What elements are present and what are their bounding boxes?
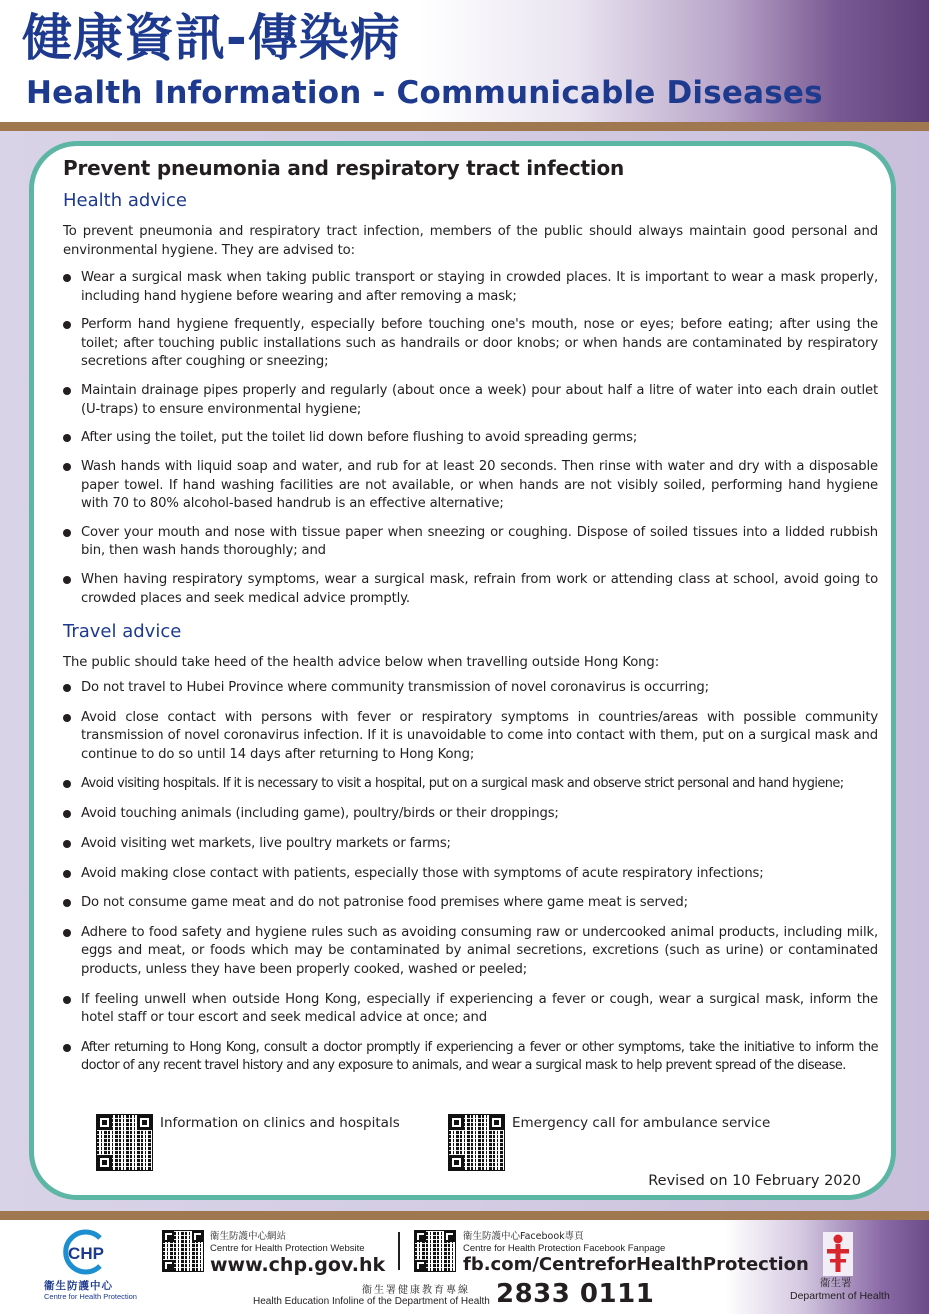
header-banner xyxy=(0,0,929,122)
list-item xyxy=(63,316,878,372)
qr-code-icon[interactable] xyxy=(162,1230,204,1272)
list-item-text: Do not consume game meat and do not patronise food premises where game meat is served; xyxy=(81,895,688,911)
qr-code-icon[interactable] xyxy=(96,1114,153,1171)
footer xyxy=(0,1220,929,1314)
list-item xyxy=(63,269,878,306)
list-item-text: Do not travel to Hubei Province where community transmission of novel coronavirus is occurring; xyxy=(81,680,709,696)
list-item xyxy=(63,775,878,794)
list-item-text: Cover your mouth and nose with tissue paper when sneezing or coughing. Dispose of soiled tissues into a lidded rubbish bin, then wash hands thoroughly; and xyxy=(81,524,878,559)
hotline-label-english: Health Education Infoline of the Department of Health xyxy=(253,1296,490,1307)
hotline-label-chinese: 衞生署健康教育專線 xyxy=(362,1285,470,1296)
chp-logo-text: CHP xyxy=(68,1244,104,1263)
page-title-english: Health Information - Communicable Diseases xyxy=(26,75,823,111)
qr-code-icon[interactable] xyxy=(414,1230,456,1272)
list-item-text: Avoid making close contact with patients, especially those with symptoms of acute respiratory infections; xyxy=(81,865,764,881)
list-item-text: Perform hand hygiene frequently, especially before touching one's mouth, nose or eyes; before eating; after using the toilet; after touching public installations such as handrails or door knobs; or when hands are contaminated by respiratory secretions after coughing or sneezing; xyxy=(81,317,878,370)
list-item-text: Maintain drainage pipes properly and regularly (about once a week) pour about half a litre of water into each drain outlet (U-traps) to ensure environmental hygiene; xyxy=(81,383,878,417)
website-label-chinese: 衞生防護中心網站 xyxy=(210,1231,287,1242)
list-item xyxy=(63,458,878,514)
list-item-text: When having respiratory symptoms, wear a surgical mask, refrain from work or attending class at school, avoid going to crowded places and seek medical advice promptly. xyxy=(81,572,878,606)
bullet-icon xyxy=(63,714,71,722)
list-item xyxy=(63,1039,878,1076)
list-item-text: Avoid close contact with persons with fever or respiratory symptoms in countries/areas with possible community transmission of novel coronavirus infection. If it is unavoidable to come into contact with them, put on a surgical mask and continue to do so until 14 days after returning to Hong Kong; xyxy=(81,709,878,762)
footer-divider xyxy=(0,1211,929,1220)
list-item-text: After using the toilet, put the toilet lid down before flushing to avoid spreading germs; xyxy=(81,430,638,446)
bullet-icon xyxy=(63,870,71,878)
bullet-icon xyxy=(63,387,71,395)
facebook-label-chinese: 衞生防護中心Facebook專頁 xyxy=(463,1231,584,1242)
bullet-icon xyxy=(63,321,71,329)
doh-logo-icon xyxy=(823,1232,853,1276)
ambulance-info-label: Emergency call for ambulance service xyxy=(512,1115,771,1131)
bullet-icon xyxy=(63,1044,71,1052)
website-link[interactable]: www.chp.gov.hk xyxy=(210,1254,386,1276)
list-item-text: Wear a surgical mask when taking public transport or staying in crowded places. It is important to wear a mask properly, including hand hygiene before wearing and after removing a mask; xyxy=(81,270,878,304)
health-advice-intro: To prevent pneumonia and respiratory tract infection, members of the public should always maintain good personal and environmental hygiene. They are advised to: xyxy=(63,224,878,258)
list-item-text: Wash hands with liquid soap and water, and rub for at least 20 seconds. Then rinse with water and dry with a disposable paper towel. If hand washing facilities are not available, or when hands are not visibly soiled, performing hand hygiene with 70 to 80% alcohol-based handrub is an effective alternative; xyxy=(81,459,878,512)
list-item-text: If feeling unwell when outside Hong Kong, especially if experiencing a fever or cough, wear a surgical mask, inform the hotel staff or tour escort and seek medical advice at once; and xyxy=(81,991,878,1026)
list-item-text: Avoid touching animals (including game), poultry/birds or their droppings; xyxy=(81,806,559,822)
bullet-icon xyxy=(63,529,71,537)
list-item xyxy=(63,894,878,913)
bullet-icon xyxy=(63,996,71,1004)
clinics-info-label: Information on clinics and hospitals xyxy=(160,1115,400,1131)
page-title-chinese: 健康資訊-傳染病 xyxy=(22,9,401,67)
list-item xyxy=(63,865,878,884)
list-item-text: Avoid visiting wet markets, live poultry markets or farms; xyxy=(81,835,451,851)
facebook-link[interactable]: fb.com/CentreforHealthProtection xyxy=(463,1254,809,1275)
list-item xyxy=(63,679,878,698)
list-item xyxy=(63,835,878,854)
list-item-text: Adhere to food safety and hygiene rules such as avoiding consuming raw or undercooked animal products, including milk, eggs and meat, or foods which may be contaminated by animal secretions, excretions (such as urine) or contaminated products, unless they have been properly cooked, washed or peeled; xyxy=(81,924,878,977)
chp-name-chinese: 衞生防護中心 xyxy=(44,1280,113,1292)
travel-advice-list xyxy=(63,679,878,1076)
bullet-icon xyxy=(63,929,71,937)
list-item-text: Avoid visiting hospitals. If it is necessary to visit a hospital, put on a surgical mask and observe strict personal and hand hygiene; xyxy=(81,776,844,792)
list-item-text: After returning to Hong Kong, consult a doctor promptly if experiencing a fever or other symptoms, take the initiative to inform the doctor of any recent travel history and any exposure to animals, and wear a surgical mask to help prevent spread of the disease. xyxy=(81,1039,878,1074)
bullet-icon xyxy=(63,274,71,282)
bullet-icon xyxy=(63,810,71,818)
list-item xyxy=(63,805,878,824)
bullet-icon xyxy=(63,899,71,907)
doh-name-chinese: 衞生署 xyxy=(820,1277,852,1289)
health-advice-list xyxy=(63,269,878,608)
chp-name-english: Centre for Health Protection xyxy=(44,1292,137,1301)
footer-separator xyxy=(398,1232,400,1270)
hotline-number[interactable]: 2833 0111 xyxy=(496,1279,655,1309)
list-item xyxy=(63,924,878,980)
bullet-icon xyxy=(63,684,71,692)
card-title: Prevent pneumonia and respiratory tract infection xyxy=(63,156,625,180)
list-item xyxy=(63,429,878,448)
health-advice-heading: Health advice xyxy=(63,190,187,211)
website-label-english: Centre for Health Protection Website xyxy=(210,1243,365,1254)
bullet-icon xyxy=(63,463,71,471)
list-item xyxy=(63,709,878,765)
advice-card-content xyxy=(63,154,878,1131)
bullet-icon xyxy=(63,780,71,788)
bullet-icon xyxy=(63,576,71,584)
qr-code-icon[interactable] xyxy=(448,1114,505,1171)
revision-date: Revised on 10 February 2020 xyxy=(648,1173,861,1189)
list-item xyxy=(63,524,878,561)
travel-advice-heading: Travel advice xyxy=(63,620,182,642)
list-item xyxy=(63,571,878,608)
header-divider xyxy=(0,122,929,131)
qr-links-row xyxy=(63,1114,878,1174)
doh-name-english: Department of Health xyxy=(790,1290,890,1302)
advice-card xyxy=(29,141,896,1200)
list-item xyxy=(63,382,878,419)
bullet-icon xyxy=(63,434,71,442)
chp-logo-icon xyxy=(62,1228,110,1276)
bullet-icon xyxy=(63,840,71,848)
travel-advice-intro: The public should take heed of the health advice below when travelling outside Hong Kong: xyxy=(63,654,660,670)
list-item xyxy=(63,991,878,1028)
facebook-label-english: Centre for Health Protection Facebook Fanpage xyxy=(463,1243,666,1254)
